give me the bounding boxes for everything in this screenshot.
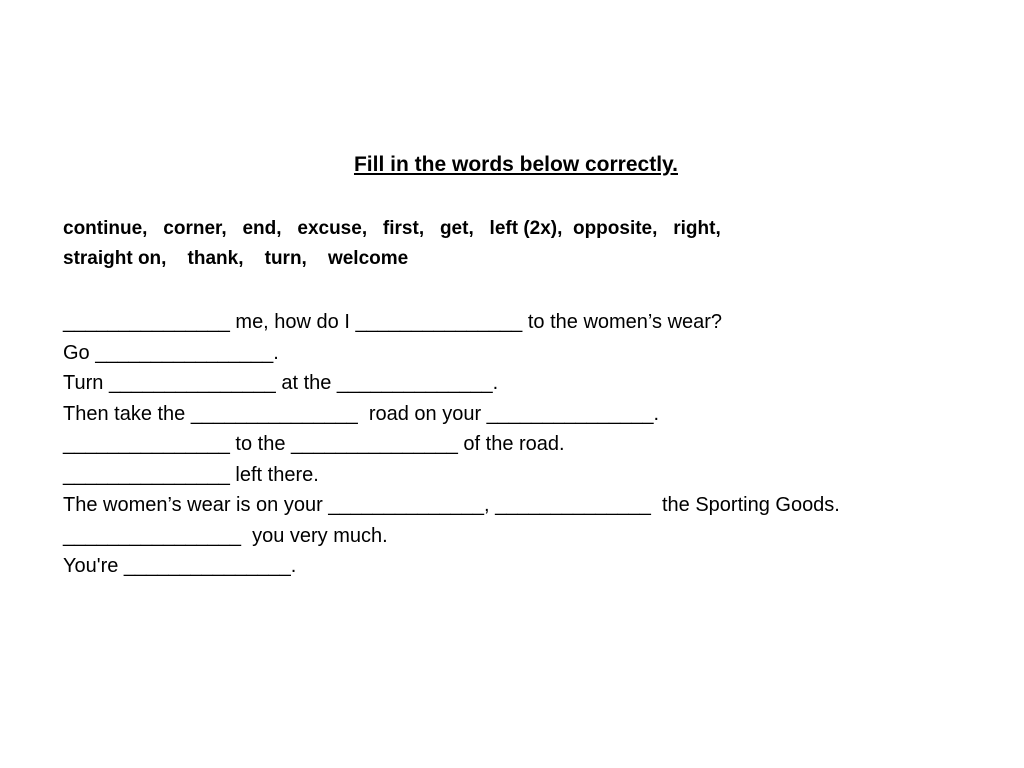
sentence-line: The women’s wear is on your ______________, ______________ the Sporting Goods. — [63, 494, 840, 516]
sentence-line: _______________ to the _______________ of the road. — [63, 433, 565, 455]
worksheet-title: Fill in the words below correctly. — [353, 153, 678, 176]
sentence-line: Go ________________. — [63, 341, 279, 364]
sentence-line: _______________ me, how do I _______________ to the women’s wear? — [63, 311, 723, 333]
word-bank — [63, 214, 963, 274]
sentence-line: Then take the _______________ road on your _______________. — [63, 402, 660, 425]
exercise-sentences — [63, 307, 1003, 582]
sentence-line: Turn _______________ at the ______________. — [63, 372, 499, 394]
word-bank-line: straight on, thank, turn, welcome — [63, 248, 409, 269]
sentence-line: _______________ left there. — [63, 463, 319, 486]
sentence-line: ________________ you very much. — [63, 524, 388, 547]
word-bank-line: continue, corner, end, excuse, first, get, left (2x), opposite, right, — [63, 218, 721, 239]
sentence-line: You're _______________. — [63, 555, 297, 577]
